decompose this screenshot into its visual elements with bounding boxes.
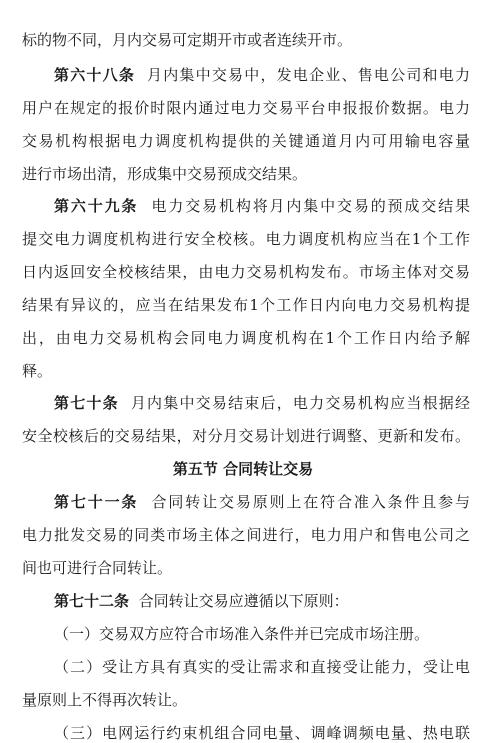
article-72-title: 第七十二条 bbox=[54, 592, 130, 610]
article-70-title: 第七十条 bbox=[54, 394, 119, 412]
section-heading: 第五节 合同转让交易 bbox=[172, 460, 314, 478]
text-line: 结果有异议的，应当在结果发布1个工作日内向电力交易机构提 bbox=[22, 296, 470, 314]
article-71-title: 第七十一条 bbox=[54, 493, 139, 511]
article-68-title: 第六十八条 bbox=[54, 66, 136, 84]
text-line: 交易机构根据电力调度机构提供的关键通道月内可用输电容量 bbox=[22, 132, 470, 150]
list-item-2: （二）受让方具有真实的受让需求和直接受让能力，受让电 bbox=[54, 658, 470, 676]
text-line: 间也可进行合同转让。 bbox=[22, 559, 173, 577]
article-70-line-1 bbox=[22, 393, 470, 413]
article-68-text: 月内集中交易中，发电企业、售电公司和电力 bbox=[147, 66, 470, 84]
text-line: 量原则上不得再次转让。 bbox=[22, 691, 188, 709]
list-item-3: （三）电网运行约束机组合同电量、调峰调频电量、热电联 bbox=[54, 724, 470, 742]
text-line: 进行市场出清，形成集中交易预成交结果。 bbox=[22, 165, 308, 183]
text-line: 安全校核后的交易结果，对分月交易计划进行调整、更新和发布。 bbox=[22, 427, 470, 445]
text-line: 出，由电力交易机构会同电力调度机构在1个工作日内给予解 bbox=[22, 329, 470, 347]
text-line: 释。 bbox=[22, 362, 53, 380]
text-line: 用户在规定的报价时限内通过电力交易平台申报报价数据。电力 bbox=[22, 99, 470, 117]
article-71-line-1 bbox=[22, 492, 470, 512]
article-69-title: 第六十九条 bbox=[54, 197, 139, 215]
article-72-line-1 bbox=[22, 591, 470, 611]
text-line: 日内返回安全校核结果，由电力交易机构发布。市场主体对交易 bbox=[22, 263, 470, 281]
article-71-text: 合同转让交易原则上在符合准入条件且参与 bbox=[151, 493, 470, 511]
article-72-text: 合同转让交易应遵循以下原则： bbox=[138, 592, 349, 610]
text-line: 标的物不同，月内交易可定期开市或者连续开市。 bbox=[22, 31, 353, 49]
article-69-text: 电力交易机构将月内集中交易的预成交结果 bbox=[151, 197, 470, 215]
text-line: 提交电力调度机构进行安全校核。电力调度机构应当在1个工作 bbox=[22, 230, 470, 248]
text-line: 电力批发交易的同类市场主体之间进行，电力用户和售电公司之 bbox=[22, 526, 470, 544]
article-70-text: 月内集中交易结束后，电力交易机构应当根据经 bbox=[130, 394, 470, 412]
list-item-1: （一）交易双方应符合市场准入条件并已完成市场注册。 bbox=[54, 625, 430, 643]
article-68-line-1 bbox=[22, 65, 470, 85]
article-69-line-1 bbox=[22, 196, 470, 216]
